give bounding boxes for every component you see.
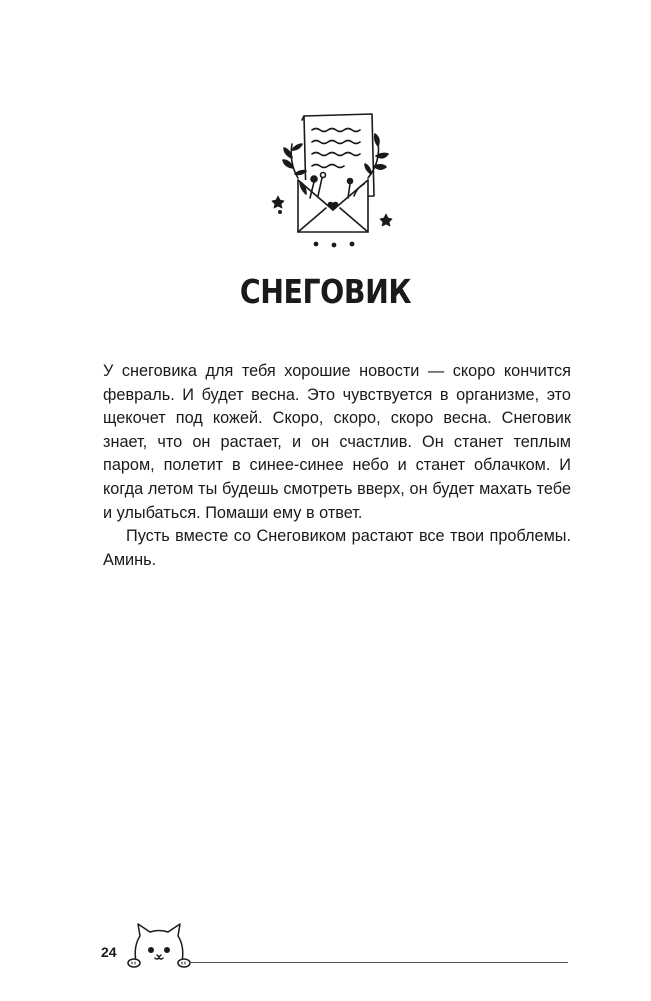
footer-rule <box>190 962 568 963</box>
letter-envelope-flowers-icon <box>268 108 398 253</box>
paragraph-1: У снеговика для тебя хорошие новости — скоро кончится февраль. И будет весна. Это чувствуется в организме, это щекочет под кожей. Скоро, скоро, скоро весна. Снеговик знает, что он растает, и он счастлив. Он станет теплым паром, полетит в синее-синее небо и станет облачком. И когда летом ты будешь смотреть вверх, он будет махать тебе и улыбаться. Помаши ему в ответ. <box>103 362 571 522</box>
paragraph-2: Пусть вместе со Снеговиком растают все твои проблемы. Аминь. <box>103 527 571 569</box>
page-number: 24 <box>101 944 117 960</box>
page-footer <box>0 920 651 980</box>
body-text <box>103 360 571 572</box>
peeking-cat-icon <box>124 920 194 970</box>
chapter-title: СНЕГОВИК <box>239 272 412 311</box>
